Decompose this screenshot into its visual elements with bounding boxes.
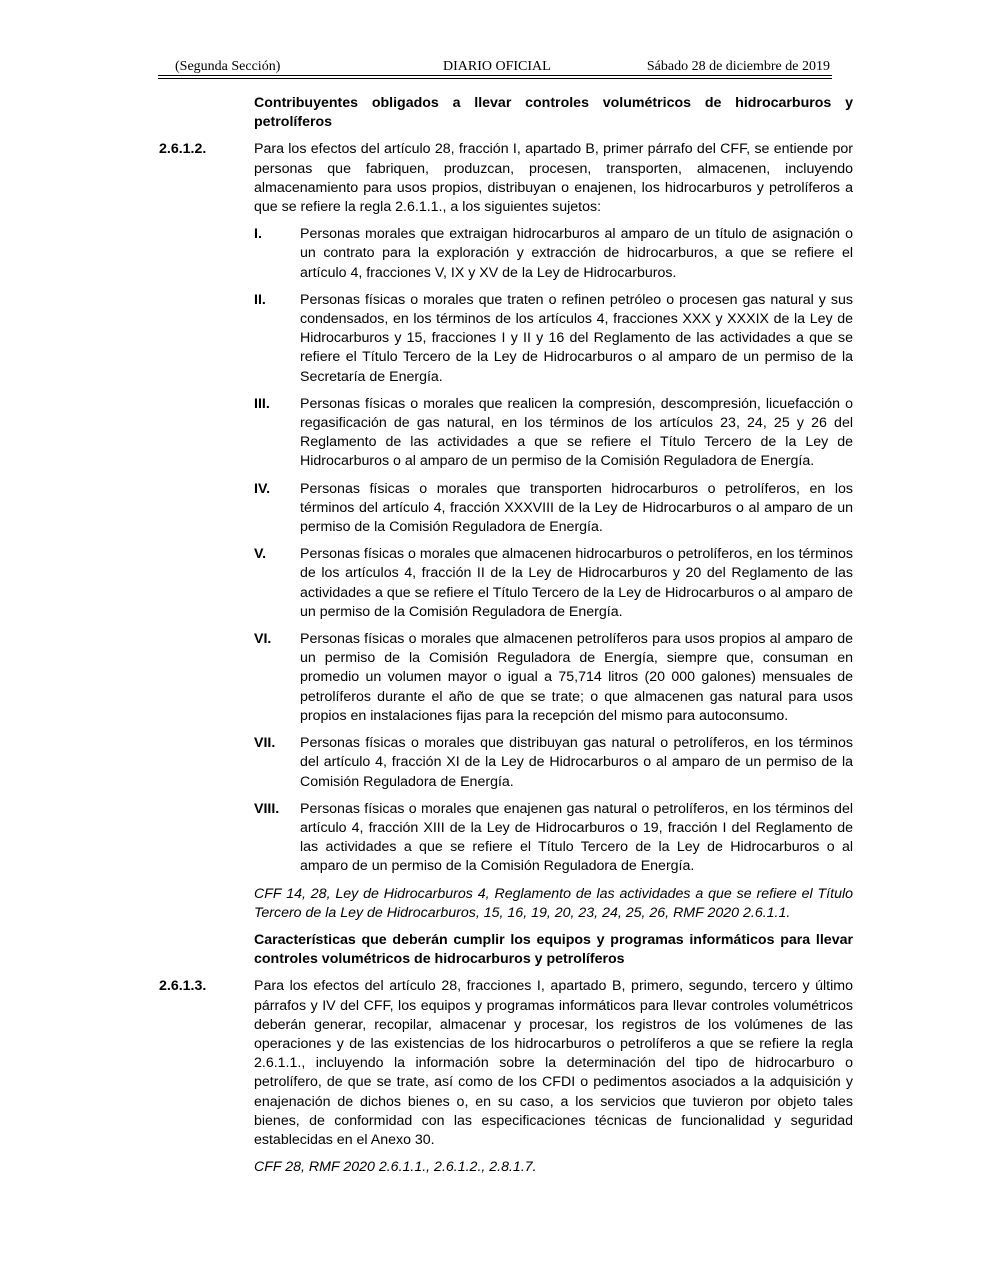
- header-section-label: (Segunda Sección): [175, 59, 281, 74]
- header-rule-top: [158, 75, 832, 76]
- list-item: [254, 291, 853, 387]
- header-publication-title: DIARIO OFICIAL: [443, 59, 551, 74]
- rule-number: 2.6.1.2.: [159, 141, 207, 158]
- list-item: [254, 630, 853, 726]
- list-item: [254, 545, 853, 622]
- section-heading-1: Contribuyentes obligados a llevar controles volumétricos de hidrocarburos y petrolíferos: [254, 95, 853, 131]
- list-item: [254, 800, 853, 877]
- item-number: V.: [254, 546, 267, 563]
- rule-2-6-1-2: [159, 140, 853, 876]
- legal-reference-1: CFF 14, 28, Ley de Hidrocarburos 4, Reglamento de las actividades a que se refiere el Título Tercero de la Ley de Hidrocarburos, 15, 16, 19, 20, 23, 24, 25, 26, RMF 2020 2.6.1.1.: [254, 885, 853, 921]
- header-date: Sábado 28 de diciembre de 2019: [646, 59, 830, 74]
- item-text: Personas físicas o morales que almacenen hidrocarburos o petrolíferos, en los términos de los artículos 4, fracción II de la Ley de Hidrocarburos y 20 del Reglamento de las actividades a que se refiere el Título Tercero de la Ley de Hidrocarburos o al amparo de un permiso de la Comisión Reguladora de Energía.: [300, 546, 853, 620]
- item-number: IV.: [254, 480, 271, 497]
- item-text: Personas físicas o morales que transporten hidrocarburos o petrolíferos, en los términos del artículo 4, fracción XXXVIII de la Ley de Hidrocarburos o al amparo de un permiso de la Comisión Reguladora de Energía.: [300, 480, 853, 536]
- rule-text: Para los efectos del artículo 28, fracciones I, apartado B, primero, segundo, tercero y último párrafos y IV del CFF, los equipos y programas informáticos para llevar controles volumétricos deberán generar, recopilar, almacenar y procesar, los registros de los volúmenes de las operaciones y de las existencias de los hidrocarburos o petrolíferos a que se refiere la regla 2.6.1.1., incluyendo la información sobre la determinación del tipo de hidrocarburo o petrolífero, de que se trate, así como de los CFDI o pedimentos asociados a la adquisición y enajenación de dichos bienes o, en su caso, a los servicios que tuvieron por objeto tales bienes, de conformidad con las especificaciones técnicas de funcionalidad y seguridad establecidas en el Anexo 30.: [254, 978, 853, 1148]
- item-text: Personas físicas o morales que enajenen gas natural o petrolíferos, en los términos del artículo 4, fracción XIII de la Ley de Hidrocarburos o 19, fracción I del Reglamento de las actividades a que se refiere el Título Tercero de la Ley de Hidrocarburos o al amparo de un permiso de la Comisión Reguladora de Energía.: [300, 800, 853, 875]
- rule-number: 2.6.1.3.: [159, 978, 207, 995]
- item-text: Personas físicas o morales que almacenen petrolíferos para usos propios al amparo de un permiso de la Comisión Reguladora de Energía, siempre que, consuman en promedio un volumen mayor o igual a 75,714 litros (20 000 galones) mensuales de petrolíferos durante el año de que se trate; o que almacenen gas natural para usos propios en instalaciones fijas para la recepción del mismo para autoconsumo.: [300, 631, 853, 724]
- item-number: III.: [254, 395, 270, 412]
- item-text: Personas físicas o morales que traten o refinen petróleo o procesen gas natural y sus condensados, en los términos de los artículos 4, fracciones XXX y XXXIX de la Ley de Hidrocarburos y 15, fracciones I y II y 16 del Reglamento de las actividades a que se refiere el Título Tercero de la Ley de Hidrocarburos o al amparo de un permiso de la Secretaría de Energía.: [300, 291, 853, 385]
- item-text: Personas físicas o morales que realicen la compresión, descompresión, licuefacción o regasificación de gas natural, en los términos de los artículos 23, 24, 25 y 26 del Reglamento de las actividades a que se refiere el Título Tercero de la Ley de Hidrocarburos o al amparo de un permiso de la Comisión Reguladora de Energía.: [300, 395, 853, 470]
- section-heading-2: Características que deberán cumplir los equipos y programas informáticos para llevar controles volumétricos de hidrocarburos y petrolíferos: [254, 931, 853, 968]
- page-header: [158, 58, 832, 76]
- fraction-list: [159, 225, 853, 876]
- item-number: VIII.: [254, 800, 280, 817]
- item-number: VII.: [254, 735, 276, 752]
- item-text: Personas morales que extraigan hidrocarburos al amparo de un título de asignación o un contrato para la exploración y extracción de hidrocarburos, a que se refiere el artículo 4, fracciones V, IX y XV de la Ley de Hidrocarburos.: [300, 226, 853, 281]
- legal-reference-2: CFF 28, RMF 2020 2.6.1.1., 2.6.1.2., 2.8.1.7.: [254, 1159, 537, 1176]
- document-body: [159, 94, 853, 1185]
- header-rule-bottom: [158, 78, 832, 79]
- item-number: I.: [254, 226, 262, 243]
- item-text: Personas físicas o morales que distribuyan gas natural o petrolíferos, en los términos del artículo 4, fracción XI de la Ley de Hidrocarburos o al amparo de un permiso de la Comisión Reguladora de Energía.: [300, 735, 853, 790]
- list-item: [254, 225, 853, 283]
- rule-intro: Para los efectos del artículo 28, fracción I, apartado B, primer párrafo del CFF, se entiende por personas que fabriquen, produzcan, procesen, transporten, almacenen, incluyendo almacenamiento para usos propios, distribuyan o enajenen, los hidrocarburos y petrolíferos a que se refiere la regla 2.6.1.1., a los siguientes sujetos:: [254, 141, 853, 216]
- item-number: VI.: [254, 631, 272, 648]
- list-item: [254, 395, 853, 472]
- list-item: [254, 734, 853, 792]
- list-item: [254, 480, 853, 538]
- item-number: II.: [254, 291, 266, 308]
- rule-2-6-1-3: [159, 977, 853, 1150]
